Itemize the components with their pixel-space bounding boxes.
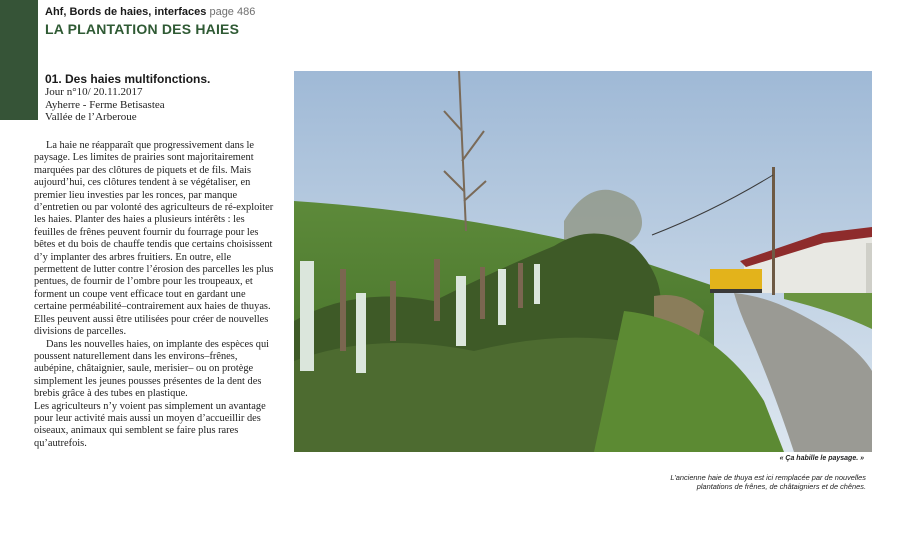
book-title: Ahf, Bords de haies, interfaces <box>45 6 207 18</box>
chapter-title: LA PLANTATION DES HAIES <box>45 21 240 37</box>
photo-caption: L’ancienne haie de thuya est ici remplacée par de nouvelles plantations de frênes, de châtaigniers et de chênes. <box>670 473 866 491</box>
chapter-color-tab <box>0 0 38 120</box>
body-paragraph: La haie ne réapparaît que progressivement dans le paysage. Les limites de prairies sont majoritairement marquées par des clôtures de piquets et de fils. Mais aujourd’hui, ces clôtures tendent à se végétaliser, en premier lieu investies par les ronces, par manque d’entretien ou par volonté des agriculteurs de ré-exploiter les haies. Planter des haies a plusieurs intérêts : les feuilles de frênes peuvent fournir du fourrage pour les bêtes et du bois de chauffe tendis que certains choisissent d’y implanter des arbres fruitiers. En outre, elle permettent de lutter contre l’érosion des parcelles les plus pentues, de fournir de l’ombre pour les troupeaux, et forment un coupe vent efficace tout en gardant une certaine perméabilité–contrairement aux haies de thuyas. <box>34 140 274 313</box>
photo-quote: « Ça habille le paysage. » <box>779 455 864 462</box>
section-title: 01. Des haies multifonctions. <box>45 72 211 86</box>
hedge-photo <box>294 71 872 452</box>
section-heading <box>45 72 280 124</box>
body-paragraph: Elles peuvent aussi être utilisées pour créer de nouvelles divisions de parcelles. <box>34 313 269 338</box>
body-paragraph: Dans les nouvelles haies, on implante des espèces qui poussent naturellement dans les environs–frênes, aubépine, châtaignier, saule, merisier– ou on protège simplement les jeunes pousses présentes de la dent des brebis grâce à des tubes en plastique. <box>34 338 270 400</box>
section-region: Vallée de l’Arberoue <box>45 111 137 123</box>
section-location: Ayherre - Ferme Betisastea <box>45 98 165 111</box>
running-header <box>45 6 255 37</box>
body-text <box>34 140 274 450</box>
page-number: page 486 <box>209 6 256 18</box>
section-date: Jour n°10/ 20.11.2017 <box>45 86 143 98</box>
body-paragraph: Les agriculteurs n’y voient pas simplement un avantage pour leur activité mais aussi un moyen d’accueillir des oiseaux, animaux qui semblent se faire plus rares qu’autrefois. <box>34 400 266 449</box>
